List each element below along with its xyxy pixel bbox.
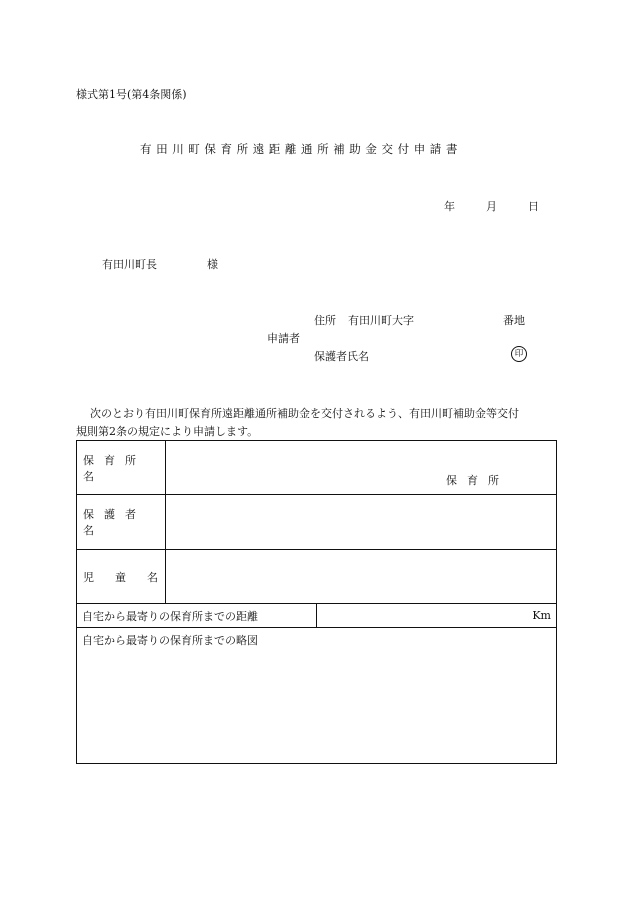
form-number: 様式第1号(第4条関係) xyxy=(76,88,187,101)
addressee-name: 有田川町長 xyxy=(102,258,157,271)
child-label-char-1: 児 xyxy=(83,570,94,584)
distance-row xyxy=(77,604,557,628)
map-row xyxy=(77,628,557,764)
guardian-name-label: 保護者氏名 xyxy=(314,350,369,363)
address-label: 住所 xyxy=(314,314,336,327)
child-label-char-3: 名 xyxy=(147,570,158,584)
date-day-label: 日 xyxy=(528,200,539,213)
body-text-line-2: 規則第2条の規定により申請します。 xyxy=(76,425,259,438)
application-table xyxy=(76,440,557,764)
map-cell[interactable] xyxy=(77,628,557,764)
distance-label: 自宅から最寄りの保育所までの距離 xyxy=(77,604,317,628)
distance-input-cell[interactable] xyxy=(317,604,557,628)
child-input-cell[interactable] xyxy=(166,550,557,604)
nursery-suffix: 保育所 xyxy=(446,474,509,487)
seal-icon: 印 xyxy=(511,346,527,362)
child-row xyxy=(77,550,557,604)
body-text-line-1: 次のとおり有田川町保育所遠距離通所補助金を交付されるよう、有田川町補助金等交付 xyxy=(90,407,519,420)
nursery-label: 保育所名 xyxy=(77,441,166,495)
nursery-row xyxy=(77,441,557,495)
address-suffix: 番地 xyxy=(503,314,525,327)
guardian-row xyxy=(77,495,557,550)
map-label: 自宅から最寄りの保育所までの略図 xyxy=(82,634,258,647)
child-label-char-2: 童 xyxy=(115,570,126,584)
address-value: 有田川町大字 xyxy=(348,314,414,327)
date-line xyxy=(444,198,539,214)
addressee-honorific: 様 xyxy=(207,258,218,271)
seal-mark xyxy=(511,346,527,362)
page-title: 有田川町保育所遠距離通所補助金交付申請書 xyxy=(140,142,462,156)
nursery-input-cell[interactable] xyxy=(166,441,557,495)
applicant-label: 申請者 xyxy=(267,332,300,345)
date-year-label: 年 xyxy=(444,200,455,213)
guardian-label: 保護者名 xyxy=(77,495,166,550)
date-month-label: 月 xyxy=(486,200,497,213)
child-label xyxy=(77,550,166,604)
guardian-input-cell[interactable] xyxy=(166,495,557,550)
distance-unit: Km xyxy=(532,609,551,622)
